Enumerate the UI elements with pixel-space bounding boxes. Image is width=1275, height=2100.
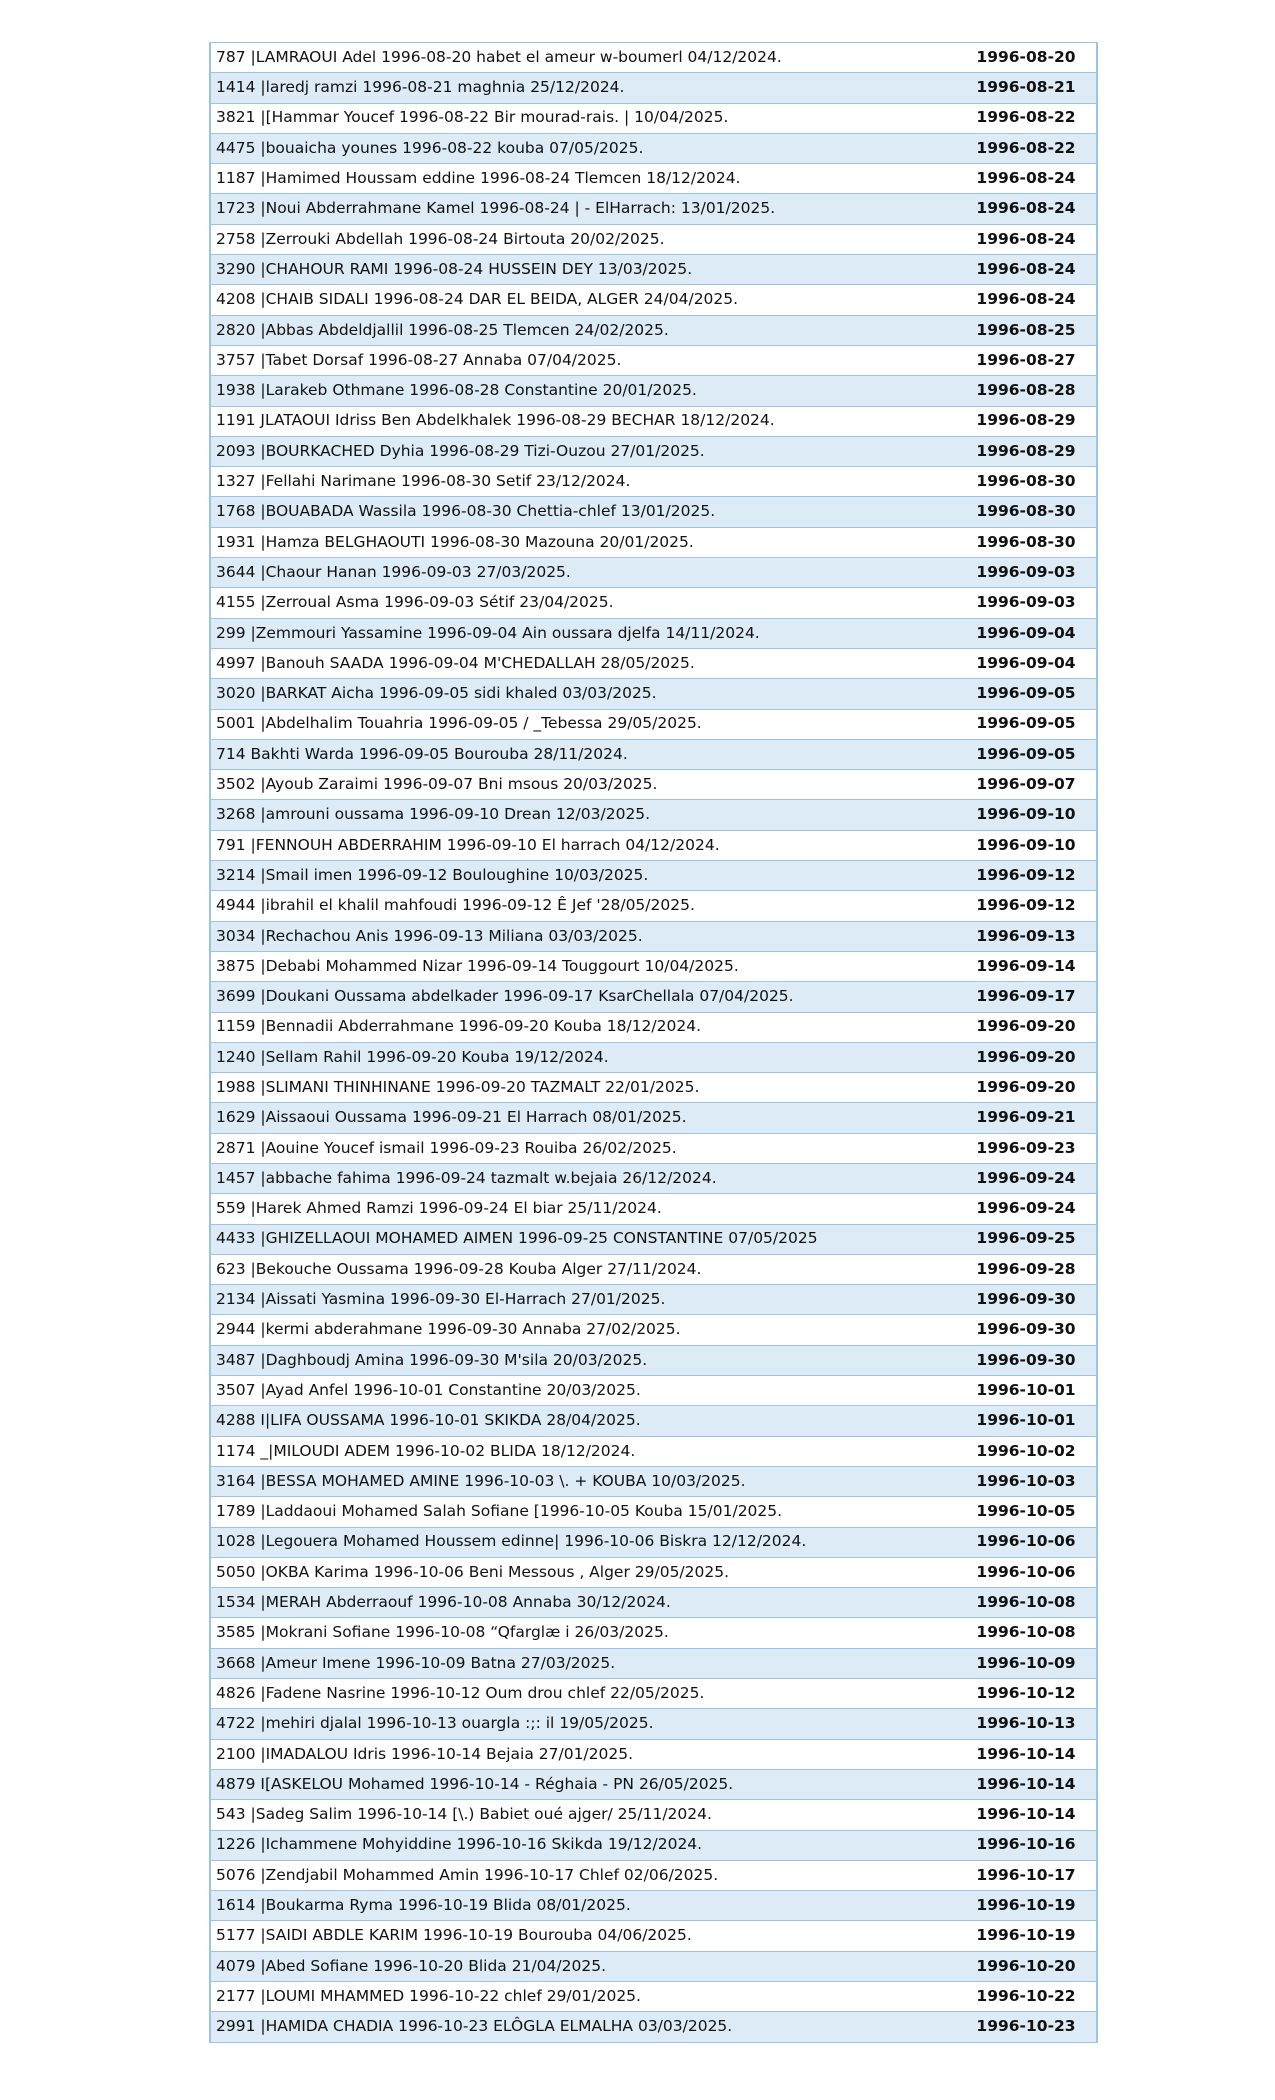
table-row [210, 648, 1097, 678]
record-text-cell: 4433 |GHIZELLAOUI MOHAMED AIMEN 1996-09-25 CONSTANTINE 07/05/2025 [210, 1224, 956, 1254]
record-text-cell: 1534 |MERAH Abderraouf 1996-10-08 Annaba 30/12/2024. [210, 1588, 956, 1618]
birth-date-cell: 1996-08-22 [956, 133, 1097, 163]
table-row [210, 921, 1097, 951]
birth-date-cell: 1996-09-20 [956, 1012, 1097, 1042]
birth-date-cell: 1996-08-30 [956, 467, 1097, 497]
birth-date-cell: 1996-09-17 [956, 982, 1097, 1012]
record-text-cell: 1414 |laredj ramzi 1996-08-21 maghnia 25/12/2024. [210, 73, 956, 103]
table-row [210, 2012, 1097, 2042]
birth-date-cell: 1996-10-23 [956, 2012, 1097, 2042]
table-row [210, 1224, 1097, 1254]
record-text-cell: 1174 _|MILOUDI ADEM 1996-10-02 BLIDA 18/12/2024. [210, 1436, 956, 1466]
table-row [210, 830, 1097, 860]
table-row [210, 1042, 1097, 1072]
record-text-cell: 2820 |Abbas Abdeldjallil 1996-08-25 Tlemcen 24/02/2025. [210, 315, 956, 345]
record-text-cell: 2944 |kermi abderahmane 1996-09-30 Annaba 27/02/2025. [210, 1315, 956, 1345]
table-row [210, 285, 1097, 315]
record-text-cell: 4208 |CHAIB SIDALI 1996-08-24 DAR EL BEIDA, ALGER 24/04/2025. [210, 285, 956, 315]
record-text-cell: 4826 |Fadene Nasrine 1996-10-12 Oum drou chlef 22/05/2025. [210, 1679, 956, 1709]
table-row [210, 1648, 1097, 1678]
record-text-cell: 1240 |Sellam Rahil 1996-09-20 Kouba 19/12/2024. [210, 1042, 956, 1072]
record-text-cell: 1938 |Larakeb Othmane 1996-08-28 Constantine 20/01/2025. [210, 376, 956, 406]
record-text-cell: 1614 |Boukarma Ryma 1996-10-19 Blida 08/01/2025. [210, 1891, 956, 1921]
record-text-cell: 5177 |SAIDI ABDLE KARIM 1996-10-19 Bourouba 04/06/2025. [210, 1921, 956, 1951]
birth-date-cell: 1996-10-16 [956, 1830, 1097, 1860]
record-text-cell: 4288 I|LIFA OUSSAMA 1996-10-01 SKIKDA 28/04/2025. [210, 1406, 956, 1436]
birth-date-cell: 1996-08-22 [956, 103, 1097, 133]
table-row [210, 527, 1097, 557]
record-text-cell: 791 |FENNOUH ABDERRAHIM 1996-09-10 El harrach 04/12/2024. [210, 830, 956, 860]
birth-date-cell: 1996-08-30 [956, 527, 1097, 557]
birth-date-cell: 1996-10-14 [956, 1769, 1097, 1799]
birth-date-cell: 1996-09-04 [956, 648, 1097, 678]
record-text-cell: 2134 |Aissati Yasmina 1996-09-30 El-Harrach 27/01/2025. [210, 1285, 956, 1315]
record-text-cell: 1988 |SLIMANI THINHINANE 1996-09-20 TAZMALT 22/01/2025. [210, 1073, 956, 1103]
table-row [210, 1830, 1097, 1860]
table-row [210, 73, 1097, 103]
record-text-cell: 4944 |ibrahil el khalil mahfoudi 1996-09-12 Ê Jef '28/05/2025. [210, 891, 956, 921]
record-text-cell: 559 |Harek Ahmed Ramzi 1996-09-24 El biar 25/11/2024. [210, 1194, 956, 1224]
table-row [210, 739, 1097, 769]
birth-date-cell: 1996-10-19 [956, 1891, 1097, 1921]
birth-date-cell: 1996-09-21 [956, 1103, 1097, 1133]
record-text-cell: 4475 |bouaicha younes 1996-08-22 kouba 07/05/2025. [210, 133, 956, 163]
table-row [210, 345, 1097, 375]
record-text-cell: 1723 |Noui Abderrahmane Kamel 1996-08-24 | - ElHarrach: 13/01/2025. [210, 194, 956, 224]
record-text-cell: 1028 |Legouera Mohamed Houssem edinne| 1996-10-06 Biskra 12/12/2024. [210, 1527, 956, 1557]
birth-date-cell: 1996-10-02 [956, 1436, 1097, 1466]
table-row [210, 1951, 1097, 1981]
record-text-cell: 5076 |Zendjabil Mohammed Amin 1996-10-17 Chlef 02/06/2025. [210, 1860, 956, 1890]
table-row [210, 1709, 1097, 1739]
birth-date-cell: 1996-08-30 [956, 497, 1097, 527]
birth-date-cell: 1996-09-07 [956, 770, 1097, 800]
record-text-cell: 1789 |Laddaoui Mohamed Salah Sofiane [1996-10-05 Kouba 15/01/2025. [210, 1497, 956, 1527]
birth-date-cell: 1996-09-28 [956, 1254, 1097, 1284]
record-text-cell: 1931 |Hamza BELGHAOUTI 1996-08-30 Mazouna 20/01/2025. [210, 527, 956, 557]
table-row [210, 1921, 1097, 1951]
birth-date-cell: 1996-09-03 [956, 588, 1097, 618]
records-table [209, 42, 1098, 2043]
table-row [210, 497, 1097, 527]
table-row [210, 194, 1097, 224]
record-text-cell: 1191 JLATAOUI Idriss Ben Abdelkhalek 1996-08-29 BECHAR 18/12/2024. [210, 406, 956, 436]
birth-date-cell: 1996-08-24 [956, 255, 1097, 285]
table-row [210, 315, 1097, 345]
record-text-cell: 787 |LAMRAOUI Adel 1996-08-20 habet el ameur w-boumerl 04/12/2024. [210, 43, 956, 73]
table-row [210, 1739, 1097, 1769]
record-text-cell: 4722 |mehiri djalal 1996-10-13 ouargla :;: il 19/05/2025. [210, 1709, 956, 1739]
table-row [210, 1466, 1097, 1496]
table-row [210, 982, 1097, 1012]
record-text-cell: 5050 |OKBA Karima 1996-10-06 Beni Messous , Alger 29/05/2025. [210, 1557, 956, 1587]
record-text-cell: 714 Bakhti Warda 1996-09-05 Bourouba 28/11/2024. [210, 739, 956, 769]
record-text-cell: 1629 |Aissaoui Oussama 1996-09-21 El Harrach 08/01/2025. [210, 1103, 956, 1133]
birth-date-cell: 1996-08-28 [956, 376, 1097, 406]
table-row [210, 1860, 1097, 1890]
table-row [210, 436, 1097, 466]
birth-date-cell: 1996-09-03 [956, 558, 1097, 588]
birth-date-cell: 1996-09-30 [956, 1315, 1097, 1345]
table-row [210, 1406, 1097, 1436]
birth-date-cell: 1996-09-20 [956, 1073, 1097, 1103]
record-text-cell: 1457 |abbache fahima 1996-09-24 tazmalt w.bejaia 26/12/2024. [210, 1163, 956, 1193]
record-text-cell: 3164 |BESSA MOHAMED AMINE 1996-10-03 \. + KOUBA 10/03/2025. [210, 1466, 956, 1496]
birth-date-cell: 1996-10-17 [956, 1860, 1097, 1890]
record-text-cell: 2100 |IMADALOU Idris 1996-10-14 Bejaia 27/01/2025. [210, 1739, 956, 1769]
record-text-cell: 3757 |Tabet Dorsaf 1996-08-27 Annaba 07/04/2025. [210, 345, 956, 375]
table-row [210, 1557, 1097, 1587]
table-row [210, 406, 1097, 436]
table-row [210, 1012, 1097, 1042]
record-text-cell: 3668 |Ameur Imene 1996-10-09 Batna 27/03/2025. [210, 1648, 956, 1678]
record-text-cell: 3821 |[Hammar Youcef 1996-08-22 Bir mourad-rais. | 10/04/2025. [210, 103, 956, 133]
birth-date-cell: 1996-08-24 [956, 194, 1097, 224]
birth-date-cell: 1996-10-05 [956, 1497, 1097, 1527]
birth-date-cell: 1996-09-30 [956, 1345, 1097, 1375]
record-text-cell: 1226 |Ichammene Mohyiddine 1996-10-16 Skikda 19/12/2024. [210, 1830, 956, 1860]
table-row [210, 467, 1097, 497]
record-text-cell: 4879 I[ASKELOU Mohamed 1996-10-14 - Réghaia - PN 26/05/2025. [210, 1769, 956, 1799]
birth-date-cell: 1996-09-24 [956, 1194, 1097, 1224]
table-row [210, 1679, 1097, 1709]
records-table-body [210, 43, 1097, 2043]
record-text-cell: 2758 |Zerrouki Abdellah 1996-08-24 Birtouta 20/02/2025. [210, 224, 956, 254]
table-row [210, 1163, 1097, 1193]
birth-date-cell: 1996-10-13 [956, 1709, 1097, 1739]
table-row [210, 103, 1097, 133]
birth-date-cell: 1996-10-19 [956, 1921, 1097, 1951]
table-row [210, 43, 1097, 73]
record-text-cell: 4997 |Banouh SAADA 1996-09-04 M'CHEDALLAH 28/05/2025. [210, 648, 956, 678]
table-row [210, 1436, 1097, 1466]
table-row [210, 1073, 1097, 1103]
table-row [210, 891, 1097, 921]
birth-date-cell: 1996-09-12 [956, 861, 1097, 891]
birth-date-cell: 1996-10-12 [956, 1679, 1097, 1709]
table-row [210, 1376, 1097, 1406]
record-text-cell: 3487 |Daghboudj Amina 1996-09-30 M'sila 20/03/2025. [210, 1345, 956, 1375]
record-text-cell: 3644 |Chaour Hanan 1996-09-03 27/03/2025. [210, 558, 956, 588]
table-row [210, 1800, 1097, 1830]
birth-date-cell: 1996-10-22 [956, 1982, 1097, 2012]
table-row [210, 558, 1097, 588]
birth-date-cell: 1996-08-24 [956, 285, 1097, 315]
table-row [210, 618, 1097, 648]
table-row [210, 1103, 1097, 1133]
birth-date-cell: 1996-09-05 [956, 709, 1097, 739]
table-row [210, 224, 1097, 254]
birth-date-cell: 1996-08-29 [956, 406, 1097, 436]
table-row [210, 1133, 1097, 1163]
table-row [210, 800, 1097, 830]
table-row [210, 951, 1097, 981]
record-text-cell: 3290 |CHAHOUR RAMI 1996-08-24 HUSSEIN DEY 13/03/2025. [210, 255, 956, 285]
record-text-cell: 3020 |BARKAT Aicha 1996-09-05 sidi khaled 03/03/2025. [210, 679, 956, 709]
birth-date-cell: 1996-10-08 [956, 1588, 1097, 1618]
record-text-cell: 1159 |Bennadii Abderrahmane 1996-09-20 Kouba 18/12/2024. [210, 1012, 956, 1042]
table-row [210, 861, 1097, 891]
birth-date-cell: 1996-10-06 [956, 1527, 1097, 1557]
table-row [210, 1527, 1097, 1557]
table-row [210, 376, 1097, 406]
table-row [210, 1497, 1097, 1527]
table-row [210, 1891, 1097, 1921]
table-row [210, 255, 1097, 285]
table-row [210, 164, 1097, 194]
birth-date-cell: 1996-09-14 [956, 951, 1097, 981]
record-text-cell: 3034 |Rechachou Anis 1996-09-13 Miliana 03/03/2025. [210, 921, 956, 951]
record-text-cell: 1768 |BOUABADA Wassila 1996-08-30 Chettia-chlef 13/01/2025. [210, 497, 956, 527]
birth-date-cell: 1996-09-23 [956, 1133, 1097, 1163]
birth-date-cell: 1996-09-24 [956, 1163, 1097, 1193]
birth-date-cell: 1996-08-24 [956, 224, 1097, 254]
table-row [210, 1588, 1097, 1618]
birth-date-cell: 1996-09-20 [956, 1042, 1097, 1072]
table-row [210, 1769, 1097, 1799]
table-row [210, 133, 1097, 163]
record-text-cell: 3214 |Smail imen 1996-09-12 Bouloughine 10/03/2025. [210, 861, 956, 891]
birth-date-cell: 1996-08-29 [956, 436, 1097, 466]
record-text-cell: 5001 |Abdelhalim Touahria 1996-09-05 / _Tebessa 29/05/2025. [210, 709, 956, 739]
record-text-cell: 3699 |Doukani Oussama abdelkader 1996-09-17 KsarChellala 07/04/2025. [210, 982, 956, 1012]
table-row [210, 1982, 1097, 2012]
birth-date-cell: 1996-10-20 [956, 1951, 1097, 1981]
birth-date-cell: 1996-08-21 [956, 73, 1097, 103]
birth-date-cell: 1996-09-10 [956, 830, 1097, 860]
table-row [210, 1618, 1097, 1648]
birth-date-cell: 1996-10-01 [956, 1406, 1097, 1436]
birth-date-cell: 1996-09-12 [956, 891, 1097, 921]
record-text-cell: 2093 |BOURKACHED Dyhia 1996-08-29 Tizi-Ouzou 27/01/2025. [210, 436, 956, 466]
record-text-cell: 3502 |Ayoub Zaraimi 1996-09-07 Bni msous 20/03/2025. [210, 770, 956, 800]
record-text-cell: 1327 |Fellahi Narimane 1996-08-30 Setif 23/12/2024. [210, 467, 956, 497]
birth-date-cell: 1996-09-25 [956, 1224, 1097, 1254]
birth-date-cell: 1996-09-10 [956, 800, 1097, 830]
birth-date-cell: 1996-08-20 [956, 43, 1097, 73]
birth-date-cell: 1996-09-05 [956, 739, 1097, 769]
birth-date-cell: 1996-10-09 [956, 1648, 1097, 1678]
table-row [210, 1194, 1097, 1224]
record-text-cell: 4079 |Abed Sofiane 1996-10-20 Blida 21/04/2025. [210, 1951, 956, 1981]
table-row [210, 770, 1097, 800]
birth-date-cell: 1996-10-01 [956, 1376, 1097, 1406]
birth-date-cell: 1996-08-25 [956, 315, 1097, 345]
record-text-cell: 2991 |HAMIDA CHADIA 1996-10-23 ELÔGLA ELMALHA 03/03/2025. [210, 2012, 956, 2042]
birth-date-cell: 1996-10-03 [956, 1466, 1097, 1496]
record-text-cell: 2177 |LOUMI MHAMMED 1996-10-22 chlef 29/01/2025. [210, 1982, 956, 2012]
birth-date-cell: 1996-08-24 [956, 164, 1097, 194]
table-row [210, 1315, 1097, 1345]
record-text-cell: 3268 |amrouni oussama 1996-09-10 Drean 12/03/2025. [210, 800, 956, 830]
birth-date-cell: 1996-09-30 [956, 1285, 1097, 1315]
record-text-cell: 3585 |Mokrani Sofiane 1996-10-08 “Qfarglæ i 26/03/2025. [210, 1618, 956, 1648]
record-text-cell: 2871 |Aouine Youcef ismail 1996-09-23 Rouiba 26/02/2025. [210, 1133, 956, 1163]
birth-date-cell: 1996-08-27 [956, 345, 1097, 375]
table-row [210, 709, 1097, 739]
record-text-cell: 3875 |Debabi Mohammed Nizar 1996-09-14 Touggourt 10/04/2025. [210, 951, 956, 981]
birth-date-cell: 1996-10-14 [956, 1800, 1097, 1830]
record-text-cell: 543 |Sadeg Salim 1996-10-14 [\.) Babiet oué ajger/ 25/11/2024. [210, 1800, 956, 1830]
table-row [210, 1285, 1097, 1315]
birth-date-cell: 1996-10-14 [956, 1739, 1097, 1769]
table-row [210, 1254, 1097, 1284]
table-row [210, 588, 1097, 618]
birth-date-cell: 1996-09-13 [956, 921, 1097, 951]
birth-date-cell: 1996-09-04 [956, 618, 1097, 648]
table-row [210, 679, 1097, 709]
record-text-cell: 1187 |Hamimed Houssam eddine 1996-08-24 Tlemcen 18/12/2024. [210, 164, 956, 194]
record-text-cell: 4155 |Zerroual Asma 1996-09-03 Sétif 23/04/2025. [210, 588, 956, 618]
table-row [210, 1345, 1097, 1375]
record-text-cell: 3507 |Ayad Anfel 1996-10-01 Constantine 20/03/2025. [210, 1376, 956, 1406]
birth-date-cell: 1996-10-06 [956, 1557, 1097, 1587]
birth-date-cell: 1996-10-08 [956, 1618, 1097, 1648]
record-text-cell: 299 |Zemmouri Yassamine 1996-09-04 Ain oussara djelfa 14/11/2024. [210, 618, 956, 648]
record-text-cell: 623 |Bekouche Oussama 1996-09-28 Kouba Alger 27/11/2024. [210, 1254, 956, 1284]
birth-date-cell: 1996-09-05 [956, 679, 1097, 709]
